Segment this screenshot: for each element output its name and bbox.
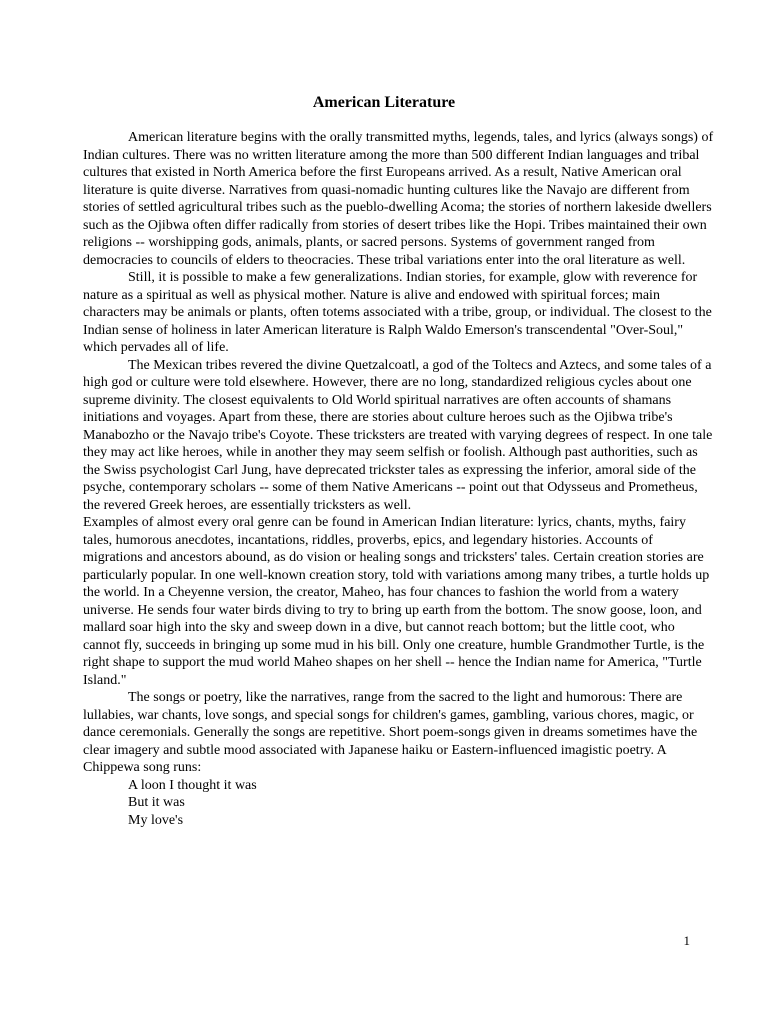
page-number: 1 [683,933,690,948]
paragraph-2: Still, it is possible to make a few generalizations. Indian stories, for example, glow with reverence for nature as a spiritual as well as physical mother. Nature is alive and endowed with spiritual forces; main characters may be animals or plants, often totems associated with a tribe, group, or individual. The closest to the Indian sense of holiness in later American literature is Ralph Waldo Emerson's transcendental "Over-Soul," which pervades all of life. [83,270,712,355]
paragraph-1: American literature begins with the orally transmitted myths, legends, tales, and lyrics (always songs) of Indian cultures. There was no written literature among the more than 500 different Indian languages and tribal cultures that existed in North America before the first Europeans arrived. As a result, Native American oral literature is quite diverse. Narratives from quasi-nomadic hunting cultures like the Navajo are different from stories of settled agricultural tribes such as the pueblo-dwelling Acoma; the stories of northern lakeside dwellers such as the Ojibwa often differ radically from stories of desert tribes like the Hopi. Tribes maintained their own religions -- worshipping gods, animals, plants, or sacred persons. Systems of government ranged from democracies to councils of elders to theocracies. These tribal variations enter into the oral literature as well. [83,130,714,268]
poem-line-3: My love's [128,812,184,828]
document-title: American Literature [312,94,456,111]
chippewa-song [83,777,715,830]
poem-line-2: But it was [128,795,185,810]
paragraph-4: Examples of almost every oral genre can be found in American Indian literature: lyrics, chants, myths, fairy tales, humorous anecdotes, incantations, riddles, proverbs, epics, and legendary histories. Accounts of migrations and ancestors abound, as do vision or healing songs and tricksters' tales. Certain creation stories are particularly popular. In one well-known creation story, told with variations among many tribes, a turtle holds up the world. In a Cheyenne version, the creator, Maheo, has four chances to fashion the world from a watery universe. He sends four water birds diving to try to bring up earth from the bottom. The snow goose, loon, and mallard soar high into the sky and sweep down in a dive, but cannot reach bottom; but the little coot, who cannot fly, succeeds in bringing up some mud in his bill. Only one creature, humble Grandmother Turtle, is the right shape to support the mud world Maheo shapes on her shell -- hence the Indian name for America, "Turtle Island." [83,515,710,688]
paragraph-5: The songs or poetry, like the narratives, range from the sacred to the light and humorous: There are lullabies, war chants, love songs, and special songs for children's games, gambling, various chores, magic, or dance ceremonials. Generally the songs are repetitive. Short poem-songs given in dreams sometimes have the clear imagery and subtle mood associated with Japanese haiku or Eastern-influenced imagistic poetry. A Chippewa song runs: [83,690,698,775]
paragraph-3: The Mexican tribes revered the divine Quetzalcoatl, a god of the Toltecs and Aztecs, and some tales of a high god or culture were told elsewhere. However, there are no long, standardized religious cycles about one supreme divinity. The closest equivalents to Old World spiritual narratives are often accounts of shamans initiations and voyages. Apart from these, there are stories about culture heroes such as the Ojibwa tribe's Manabozho or the Navajo tribe's Coyote. These tricksters are treated with varying degrees of respect. In one tale they may act like heroes, while in another they may seem selfish or foolish. Although past authorities, such as the Swiss psychologist Carl Jung, have deprecated trickster tales as expressing the inferior, amoral side of the psyche, contemporary scholars -- some of them Native Americans -- point out that Odysseus and Prometheus, the revered Greek heroes, are essentially tricksters as well. [83,357,713,513]
poem-line-1: A loon I thought it was [128,777,257,793]
document-body [83,129,715,829]
